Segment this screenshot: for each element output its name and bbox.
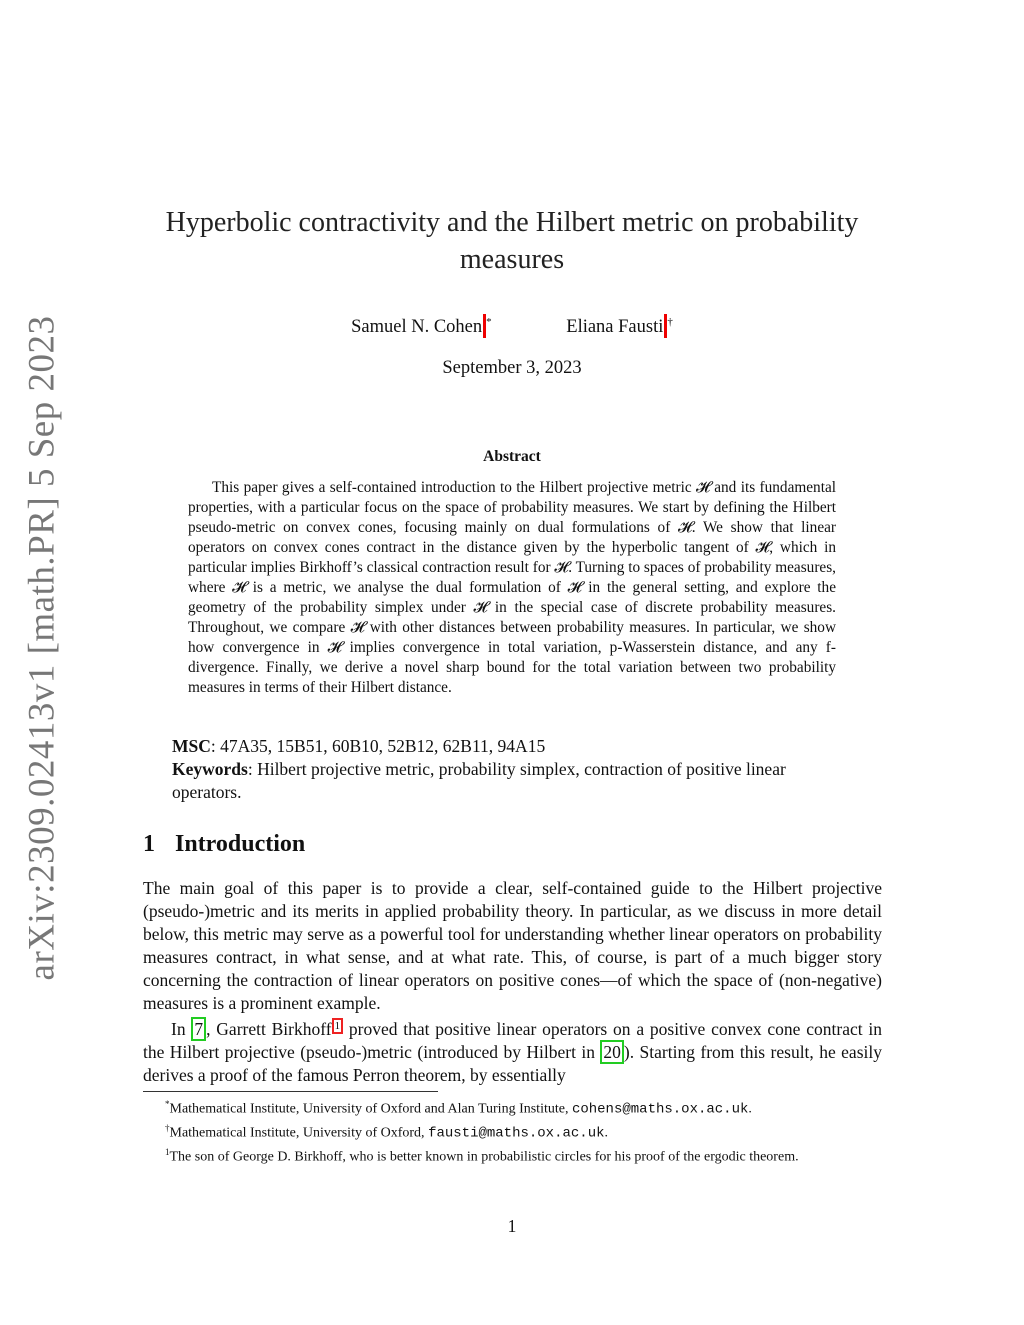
email-link[interactable]: fausti@maths.ox.ac.uk — [428, 1125, 605, 1142]
section-number: 1 — [143, 831, 155, 857]
author-mark: † — [667, 315, 673, 328]
keywords-line — [172, 758, 852, 804]
section-title: Introduction — [175, 831, 306, 857]
footnote-end: . — [604, 1125, 608, 1141]
text-run: , Garrett Birkhoff — [206, 1019, 332, 1039]
footnote-end: . — [748, 1101, 752, 1117]
intro-paragraph-2 — [143, 1015, 882, 1087]
email-link[interactable]: cohens@maths.ox.ac.uk — [571, 1101, 749, 1118]
footnote-mark: 1 — [165, 1147, 170, 1158]
author-cohen — [351, 314, 492, 338]
footnote-rule — [143, 1091, 438, 1092]
arxiv-stamp — [12, 315, 72, 981]
author-name: Samuel N. Cohen — [351, 317, 483, 337]
msc-line — [172, 735, 852, 758]
page-number: 1 — [507, 1216, 517, 1236]
msc-label: MSC — [172, 736, 211, 756]
arxiv-id: arXiv:2309.02413v1 [math.PR] 5 Sep 2023 — [21, 315, 63, 981]
abstract-text: This paper gives a self-contained introduction to the Hilbert projective metric 𝓗 and its fundamental properties, with a particular focus on the space of probability measures. We start by defining the Hilbert pseudo-metric on convex cones, focusing mainly on dual formulations of 𝓗. We show that linear operators on convex cones contract in the distance given by the hyperbolic tangent of 𝓗, which in particular implies Birkhoff’s classical contraction result for 𝓗. Turning to spaces of probability measures, where 𝓗 is a metric, we analyse the dual formulation of 𝓗 in the general setting, and explore the geometry of the probability simplex under 𝓗 in the special case of discrete probability measures. Throughout, we compare 𝓗 with other distances between probability measures. In particular, we show how convergence in 𝓗 implies convergence in total variation, p-Wasserstein distance, and any f-divergence. Finally, we derive a novel sharp bound for the total variation between two probability measures in terms of their Hilbert distance. — [188, 479, 836, 696]
footnote-mark: * — [165, 1099, 170, 1109]
citation-link[interactable]: 7 — [191, 1017, 206, 1041]
intro-paragraph-1: The main goal of this paper is to provide a clear, self-contained guide to the Hilbert projective (pseudo-)metric and its merits in applied probability theory. In particular, as we discuss in more detail below, this metric may serve as a powerful tool for understanding whether linear operators on probability measures contract, in what sense, and at what rate. This, of course, is part of a much bigger story concerning the contraction of linear operators on positive cones—of which the space of (non-negative) measures is a prominent example. — [143, 878, 882, 1013]
intro-body — [143, 877, 882, 1087]
text-run: proved that positive linear operators on a positive convex cone contract in the Hilbert projective (pseudo-)metric (introduced by Hilbert in — [143, 1019, 882, 1062]
footnote — [143, 1095, 882, 1119]
footnote-text: Mathematical Institute, University of Oxford, — [169, 1125, 429, 1141]
text-run: In — [171, 1019, 192, 1039]
footnote — [143, 1143, 882, 1167]
text-run: ). Starting from this result, he easily derives a proof of the famous Perron theorem, by essentially — [143, 1042, 882, 1085]
citation-link[interactable]: 20 — [600, 1040, 624, 1064]
section-heading — [143, 831, 305, 858]
paper-date: September 3, 2023 — [442, 358, 582, 378]
footnote-text: The son of George D. Birkhoff, who is better known in probabilistic circles for his proof of the ergodic theorem. — [169, 1149, 799, 1165]
footnote-text: Mathematical Institute, University of Oxford and Alan Turing Institute, — [169, 1101, 572, 1117]
author-fausti — [566, 314, 673, 338]
keywords-label: Keywords — [172, 759, 248, 779]
author-mark: * — [486, 315, 492, 328]
abstract-heading: Abstract — [483, 448, 541, 465]
msc-keywords-block — [172, 735, 852, 804]
author-name: Eliana Fausti — [566, 317, 664, 337]
footnote-ref-link[interactable]: 1 — [332, 1018, 344, 1034]
footnote-mark: † — [165, 1123, 170, 1134]
footnote — [143, 1119, 882, 1143]
keywords-value: : Hilbert projective metric, probability simplex, contraction of positive linear operators. — [172, 759, 786, 802]
footnotes — [143, 1095, 882, 1167]
paper-title: Hyperbolic contractivity and the Hilbert metric on probability measures — [165, 207, 859, 275]
msc-value: : 47A35, 15B51, 60B10, 52B12, 62B11, 94A15 — [210, 736, 546, 756]
author-list — [0, 314, 1024, 338]
